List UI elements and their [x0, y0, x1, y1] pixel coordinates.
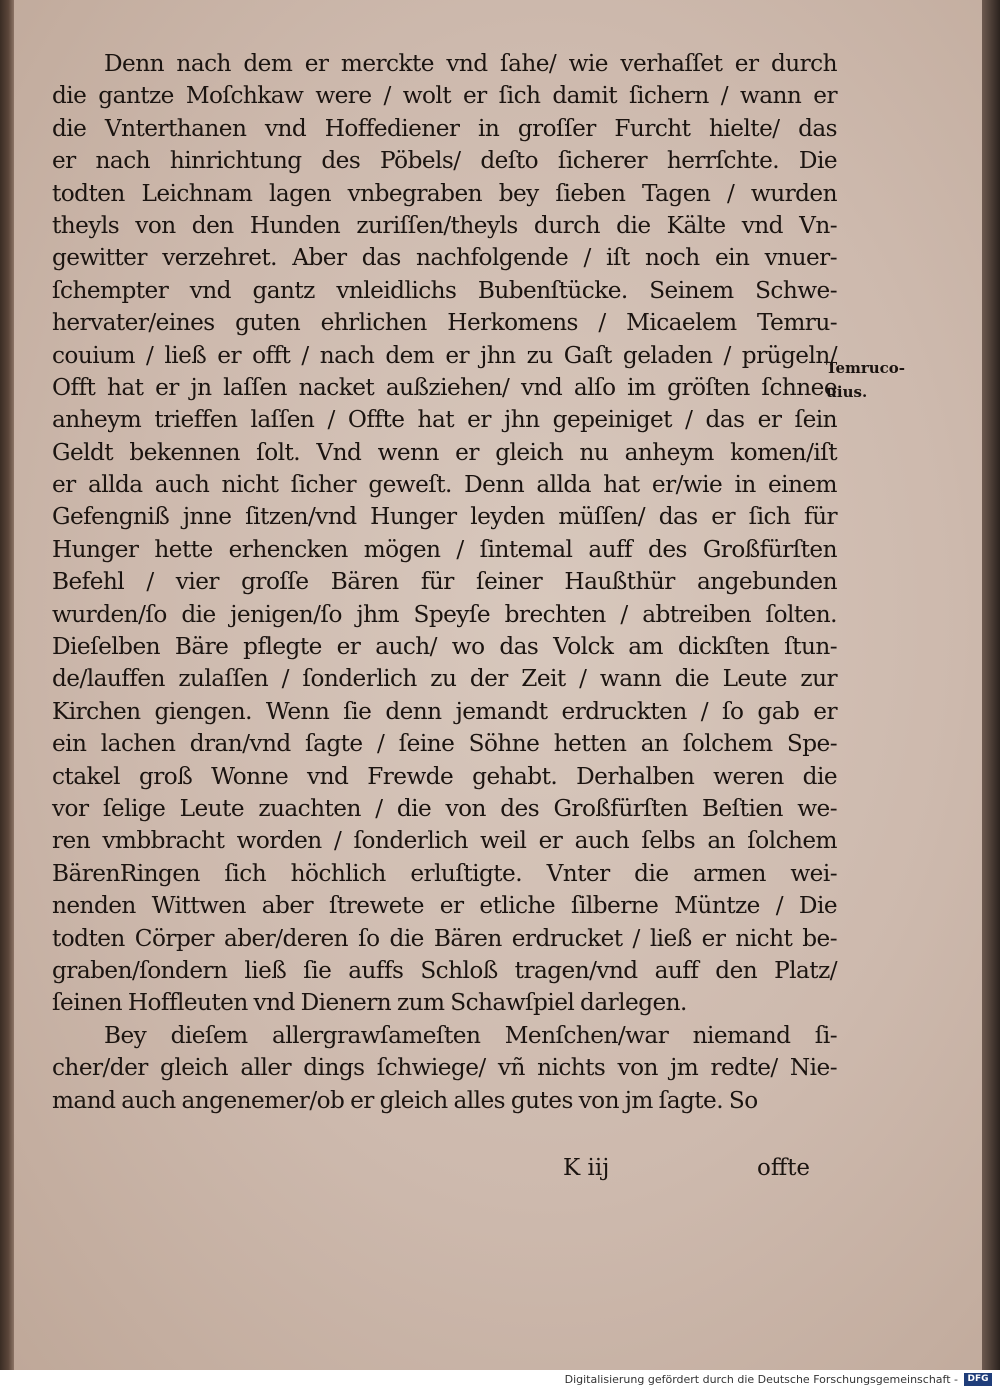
text-line: Hunger hette erhencken mögen / ſintemal auff des Großfürſten [52, 535, 837, 563]
text-line: wurden/ſo die jenigen/ſo jhm Speyſe brechten / abtreiben ſolten. [52, 600, 837, 628]
text-line: er allda auch nicht ſicher geweſt. Denn allda hat er/wie in einem [52, 471, 837, 499]
dfg-logo: DFG [964, 1373, 992, 1386]
text-line: ſchempter vnd gantz vnleidlichs Bubenſtücke. Seinem Schwe- [52, 276, 837, 304]
text-line: Offt hat er jn laſſen nacket außziehen/ vnd alſo im gröſten ſchnee [52, 373, 837, 401]
text-line: todten Cörper aber/deren ſo die Bären erdrucket / ließ er nicht be- [52, 924, 837, 952]
text-line: ren vmbbracht worden / ſonderlich weil er auch ſelbs an ſolchem [52, 827, 837, 855]
text-line: ctakel groß Wonne vnd Frewde gehabt. Derhalben weren die [52, 762, 837, 790]
text-line: theyls von den Hunden zuriſſen/theyls durch die Kälte vnd Vn- [52, 211, 837, 239]
text-line: die gantze Moſchkaw were / wolt er ſich damit ſichern / wann er [52, 82, 837, 110]
text-line: hervater/eines guten ehrlichen Herkomens / Micaelem Temru- [52, 309, 837, 337]
text-line: anheym trieffen laſſen / Offte hat er jhn gepeiniget / das er ſein [52, 406, 837, 434]
text-line: mand auch angenemer/ob er gleich alles gutes von jm ſagte. So [52, 1086, 758, 1114]
marginal-note [826, 356, 946, 404]
text-line: de/lauffen zulaſſen / ſonderlich zu der Zeit / wann die Leute zur [52, 665, 837, 693]
signature-mark: K iij [563, 1155, 610, 1181]
marginal-note-line: Temruco- [826, 359, 906, 377]
text-line: Denn nach dem er merckte vnd ſahe/ wie verhaſſet er durch [104, 50, 837, 77]
text-line: Befehl / vier groſſe Bären für ſeiner Haußthür angebunden [52, 568, 837, 596]
digitization-footer [0, 1370, 1000, 1390]
text-line: gewitter verzehret. Aber das nachfolgende / iſt noch ein vnuer- [52, 244, 837, 272]
main-text-block [52, 48, 837, 1117]
page-right-edge [982, 0, 1000, 1370]
text-line: Dieſelben Bäre pflegte er auch/ wo das Volck am dickſten ſtun- [52, 633, 837, 661]
footer-credit: Digitalisierung gefördert durch die Deutsche Forschungsgemeinschaft - [564, 1373, 958, 1386]
text-line: couium / ließ er offt / nach dem er jhn zu Gaſt geladen / prügeln/ [52, 341, 837, 369]
text-line: BärenRingen ſich höchlich erluſtigte. Vnter die armen wei- [52, 859, 837, 887]
text-line: nenden Wittwen aber ſtrewete er etliche ſilberne Müntze / Die [52, 892, 837, 920]
text-line: die Vnterthanen vnd Hoffediener in groſſer Furcht hielte/ das [52, 114, 837, 142]
text-line: er nach hinrichtung des Pöbels/ deſto ſicherer herrſchte. Die [52, 147, 837, 175]
text-line: Gefengniß jnne ſitzen/vnd Hunger leyden müſſen/ das er ſich für [52, 503, 837, 531]
text-line: graben/ſondern ließ ſie auffs Schloß tragen/vnd auff den Platz/ [52, 956, 837, 984]
text-line: vor ſelige Leute zuachten / die von des Großfürſten Beſtien we- [52, 794, 837, 822]
text-line: Bey dieſem allergrawſameſten Menſchen/war niemand ſi- [104, 1021, 837, 1049]
marginal-note-line: uius. [826, 383, 868, 401]
text-line: Geldt bekennen ſolt. Vnd wenn er gleich nu anheym komen/iſt [52, 438, 837, 466]
catchword: offte [757, 1155, 811, 1181]
book-binding-edge [0, 0, 14, 1370]
text-line: ſeinen Hoffleuten vnd Dienern zum Schawſpiel darlegen. [52, 989, 687, 1017]
text-line: Kirchen giengen. Wenn ſie denn jemandt erdruckten / ſo gab er [52, 697, 837, 725]
text-line: cher/der gleich aller dings ſchwiege/ vñ nichts von jm redte/ Nie- [52, 1054, 837, 1082]
text-line: ein lachen dran/vnd ſagte / ſeine Söhne hetten an ſolchem Spe- [52, 730, 837, 758]
text-line: todten Leichnam lagen vnbegraben bey ſieben Tagen / wurden [52, 179, 837, 207]
